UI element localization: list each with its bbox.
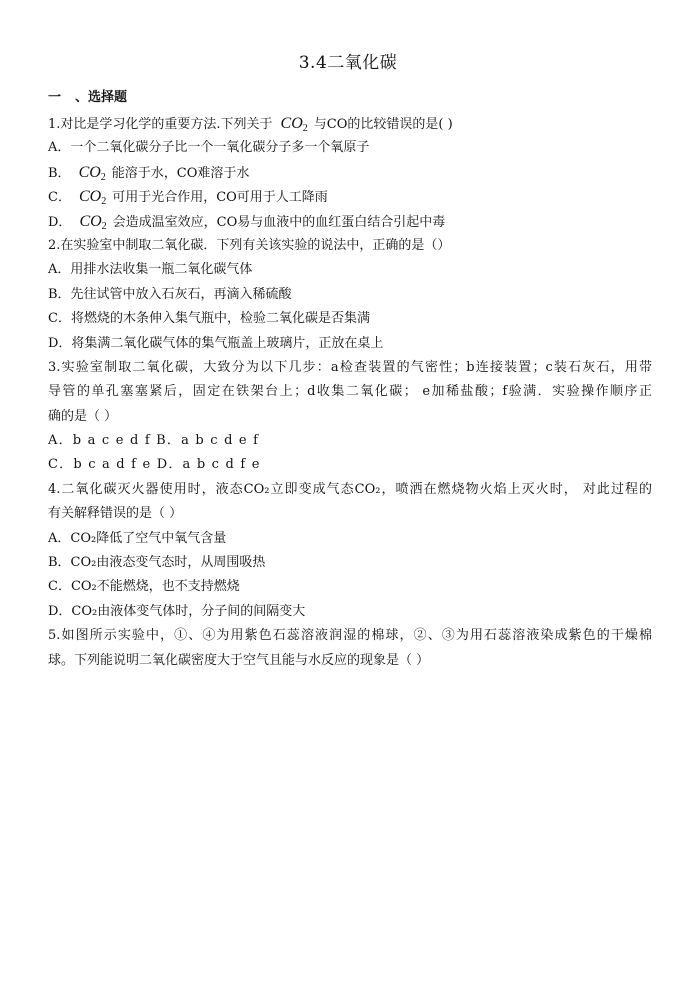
- q2-option-c: C．将燃烧的木条伸入集气瓶中，检验二氧化碳是否集满: [48, 311, 370, 327]
- question-list: [48, 112, 652, 673]
- q3-options-cd: C．b c a d f e D．a b c d f e: [48, 457, 261, 473]
- q1-stem-after: 与CO的比较错误的是( ): [313, 117, 453, 132]
- section-heading: [48, 86, 127, 105]
- q2-option-b: B．先往试管中放入石灰石，再滴入稀硫酸: [48, 286, 292, 302]
- q3-options-ab: A．b a c e d f B．a b c d e f: [48, 433, 260, 449]
- q1-stem: [48, 112, 652, 136]
- q1-option-c: C． $CO_2$ 可用于光合作用，CO可用于人工降雨: [48, 188, 328, 208]
- section-label: 、选择题: [75, 90, 128, 105]
- q4-option-c: C．CO₂不能燃烧，也不支持燃烧: [48, 579, 240, 595]
- page-title: 3.4二氧化碳: [298, 53, 398, 73]
- q4-option-d: D．CO₂由液体变气体时，分子间的间隔变大: [48, 603, 306, 619]
- q3-stem-line-2: 导管的单孔塞塞紧后，固定在铁架台上；d收集二氧化碳； e加稀盐酸；f验满．实验操作顺序正: [48, 384, 652, 400]
- q1-option-b: B． $CO_2$ 能溶于水，CO难溶于水: [48, 163, 250, 183]
- q4-option-b: B．CO₂由液态变气态时，从周围吸热: [48, 555, 266, 571]
- q4-option-a: A．CO₂降低了空气中氧气含量: [48, 530, 227, 546]
- co2-formula: $CO_2$: [280, 115, 308, 134]
- q3-stem-line-3: 确的是（ ）: [48, 408, 118, 424]
- section-number: 一: [48, 90, 62, 105]
- q5-stem-line-1: 5.如图所示实验中，①、④为用紫色石蕊溶液润湿的棉球，②、③为用石蕊溶液染成紫色的干燥棉: [48, 628, 652, 644]
- co2-formula: $CO_2$: [78, 163, 106, 183]
- co2-formula: $CO_2$: [79, 212, 107, 232]
- q1-stem-before: 1.对比是学习化学的重要方法.下列关于: [48, 117, 273, 132]
- q5-stem-line-2: 球。下列能说明二氧化碳密度大于空气且能与水反应的现象是（ ）: [48, 652, 430, 668]
- q1-option-d: D． $CO_2$ 会造成温室效应，CO易与血液中的血红蛋白结合引起中毒: [48, 212, 446, 232]
- q4-stem-line-1: 4.二氧化碳灭火器使用时，液态CO₂立即变成气态CO₂，喷洒在燃烧物火焰上灭火时， 对此过程的: [48, 481, 652, 497]
- q2-option-d: D．将集满二氧化碳气体的集气瓶盖上玻璃片，正放在桌上: [48, 335, 384, 351]
- q3-stem-line-1: 3.实验室制取二氧化碳，大致分为以下几步：a检查装置的气密性；b连接装置；c装石灰石，用带: [48, 359, 652, 375]
- q1-option-a: A．一个二氧化碳分子比一个一氧化碳分子多一个氧原子: [48, 140, 370, 156]
- q2-stem: 2.在实验室中制取二氧化碳．下列有关该实验的说法中，正确的是（）: [48, 237, 451, 253]
- q4-stem-line-2: 有关解释错误的是（ ）: [48, 506, 183, 522]
- co2-formula: $CO_2$: [78, 188, 107, 208]
- q2-option-a: A．用排水法收集一瓶二氧化碳气体: [48, 262, 253, 278]
